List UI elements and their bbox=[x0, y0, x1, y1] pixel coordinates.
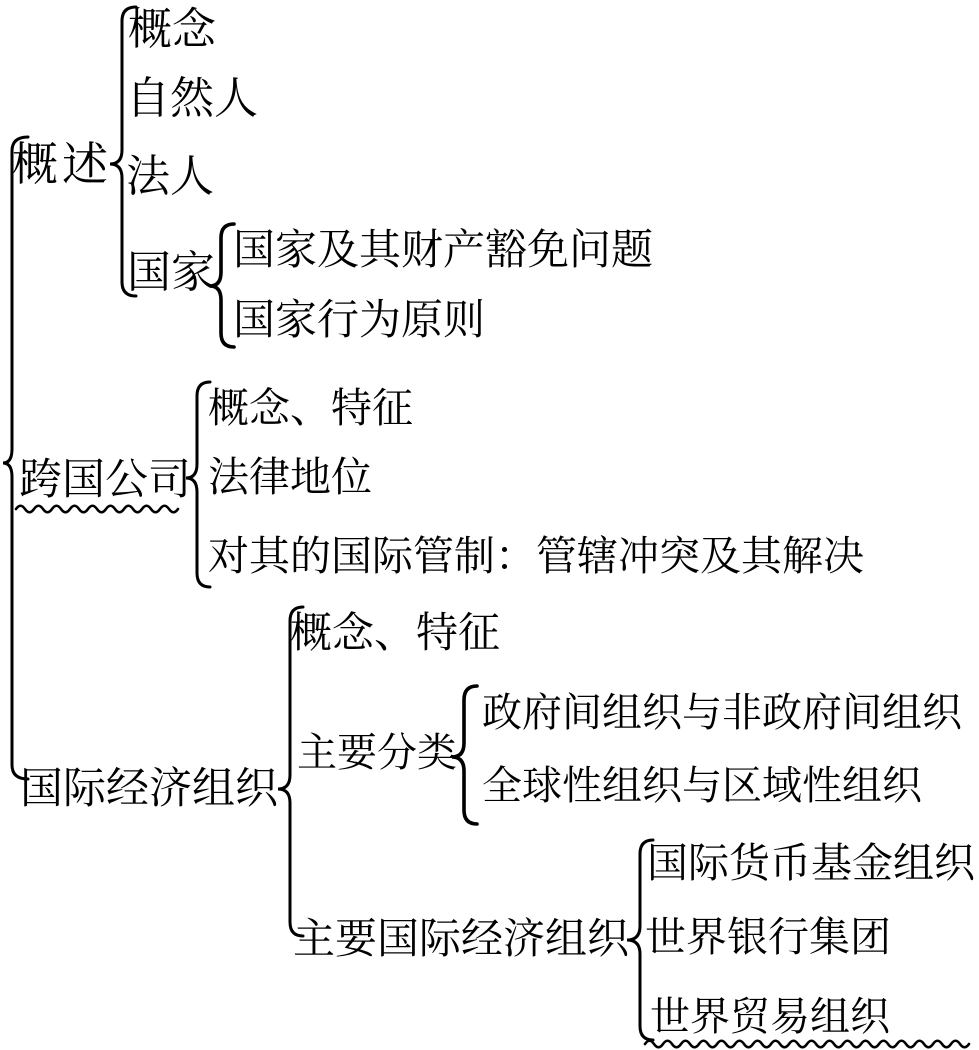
node-legal-person: 法人 bbox=[126, 152, 214, 201]
node-overview: 概述 bbox=[12, 139, 112, 190]
node-igo-vs-ngo: 政府间组织与非政府间组织 bbox=[482, 690, 962, 735]
node-state: 国家 bbox=[127, 248, 215, 297]
wavy-underline-tnc bbox=[16, 506, 178, 513]
node-transnational-corporation: 跨国公司 bbox=[19, 457, 191, 504]
wavy-underline-wto bbox=[645, 1041, 969, 1048]
node-overview-concept: 概念 bbox=[128, 5, 216, 54]
node-ieo-main-classification: 主要分类 bbox=[297, 730, 457, 775]
node-global-vs-regional: 全球性组织与区域性组织 bbox=[482, 763, 922, 808]
node-major-international-economic-orgs: 主要国际经济组织 bbox=[293, 917, 630, 963]
node-wto: 世界贸易组织 bbox=[650, 994, 890, 1039]
node-tnc-concept-features: 概念、特征 bbox=[208, 385, 413, 431]
node-tnc-legal-status: 法律地位 bbox=[208, 454, 372, 500]
node-tnc-international-regulation: 对其的国际管制：管辖冲突及其解决 bbox=[208, 533, 864, 579]
node-state-conduct-principles: 国家行为原则 bbox=[233, 298, 486, 344]
node-state-immunity: 国家及其财产豁免问题 bbox=[233, 228, 654, 274]
node-world-bank-group: 世界银行集团 bbox=[645, 914, 891, 960]
node-international-economic-org: 国际经济组织 bbox=[20, 766, 278, 813]
node-natural-person: 自然人 bbox=[126, 74, 258, 123]
node-imf: 国际货币基金组织 bbox=[647, 840, 975, 886]
node-ieo-concept-features: 概念、特征 bbox=[290, 611, 501, 657]
